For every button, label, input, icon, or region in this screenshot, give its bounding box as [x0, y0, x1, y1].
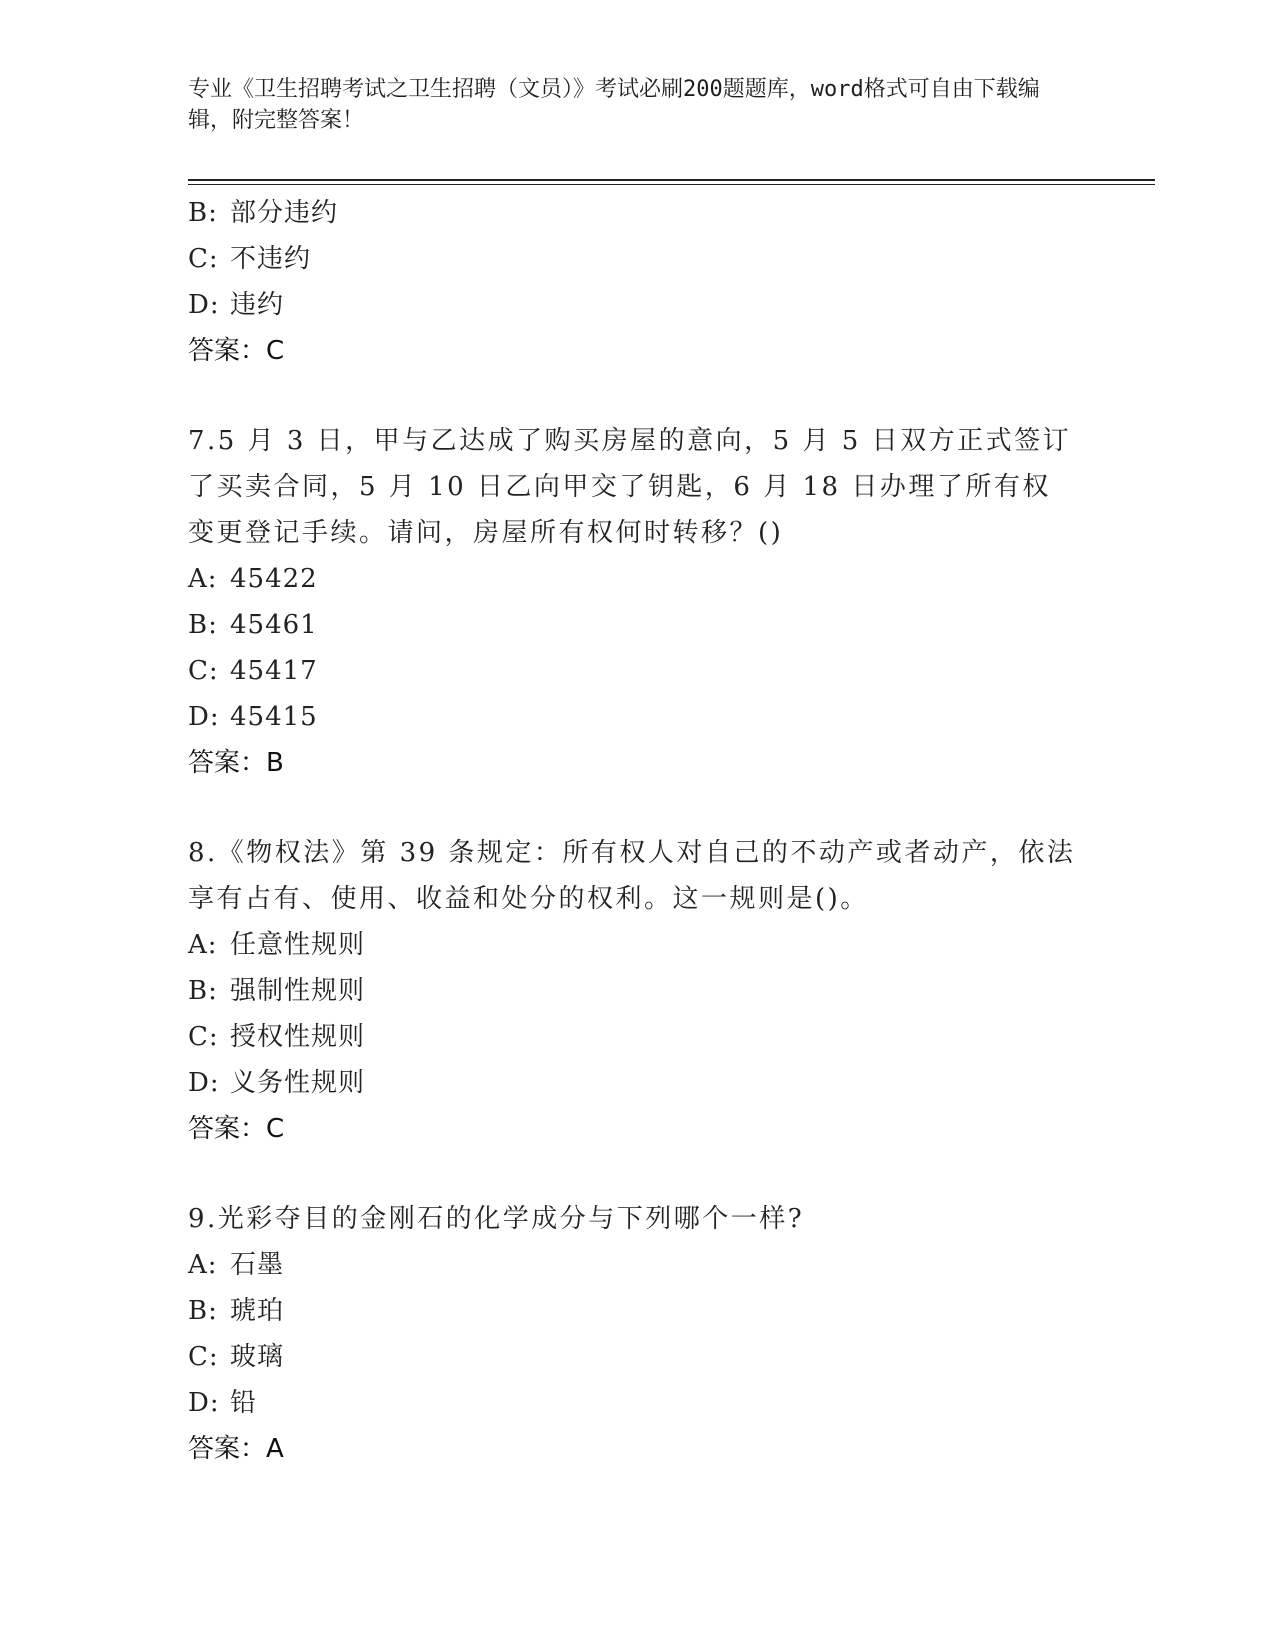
option-text: 不违约 [230, 244, 312, 274]
option-key: C: [188, 1022, 219, 1052]
answer-line: 答案：C [188, 1114, 285, 1144]
option-d [188, 1060, 1088, 1106]
option-key: B: [188, 976, 218, 1006]
answer-line: 答案：C [188, 336, 285, 366]
option-key: A: [188, 564, 218, 594]
option-text: 违约 [230, 290, 285, 320]
option-text: 45461 [230, 610, 318, 640]
option-key: D: [188, 290, 220, 320]
option-b [188, 602, 1088, 648]
option-text: 任意性规则 [230, 930, 366, 960]
question-6 [188, 190, 1088, 374]
option-key: D: [188, 702, 220, 732]
option-key: A: [188, 1250, 218, 1280]
option-text: 铅 [230, 1388, 258, 1418]
answer-line: 答案：A [188, 1434, 284, 1464]
option-text: 部分违约 [230, 198, 339, 228]
header-rule-thick [188, 179, 1155, 181]
option-key: C: [188, 244, 219, 274]
option-key: B: [188, 610, 218, 640]
question-7 [188, 418, 1088, 786]
option-c [188, 648, 1088, 694]
option-text: 45422 [230, 564, 318, 594]
option-text: 强制性规则 [230, 976, 366, 1006]
option-b [188, 968, 1088, 1014]
option-c [188, 1334, 1088, 1380]
option-d [188, 1380, 1088, 1426]
option-key: D: [188, 1068, 220, 1098]
option-b [188, 1288, 1088, 1334]
question-text: 7.5 月 3 日，甲与乙达成了购买房屋的意向，5 月 5 日双方正式签订了买卖合同，5 月 10 日乙向甲交了钥匙，6 月 18 日办理了所有权变更登记手续。请问，房屋所有权何时转移？() [188, 426, 1072, 548]
option-text: 授权性规则 [230, 1022, 366, 1052]
option-a [188, 1242, 1088, 1288]
option-key: C: [188, 1342, 219, 1372]
option-text: 琥珀 [230, 1296, 285, 1326]
option-text: 玻璃 [230, 1342, 285, 1372]
option-key: C: [188, 656, 219, 686]
option-d [188, 694, 1088, 740]
question-8 [188, 830, 1088, 1152]
question-text: 8.《物权法》第 39 条规定：所有权人对自己的不动产或者动产，依法享有占有、使用、收益和处分的权利。这一规则是()。 [188, 838, 1076, 914]
option-d [188, 282, 1088, 328]
header-rule-thin [188, 184, 1155, 185]
option-c [188, 236, 1088, 282]
option-text: 45417 [230, 656, 318, 686]
option-key: B: [188, 198, 218, 228]
answer-line: 答案：B [188, 748, 284, 778]
page-header: 专业《卫生招聘考试之卫生招聘（文员）》考试必刷200题题库，word格式可自由下载编辑，附完整答案！ [188, 77, 1040, 133]
option-key: D: [188, 1388, 220, 1418]
question-text: 9.光彩夺目的金刚石的化学成分与下列哪个一样? [188, 1204, 805, 1234]
option-text: 45415 [230, 702, 318, 732]
option-c [188, 1014, 1088, 1060]
option-b [188, 190, 1088, 236]
option-text: 义务性规则 [230, 1068, 366, 1098]
option-a [188, 556, 1088, 602]
option-a [188, 922, 1088, 968]
option-key: A: [188, 930, 218, 960]
question-9 [188, 1196, 1088, 1472]
option-text: 石墨 [230, 1250, 285, 1280]
option-key: B: [188, 1296, 218, 1326]
question-list [188, 190, 1088, 1472]
